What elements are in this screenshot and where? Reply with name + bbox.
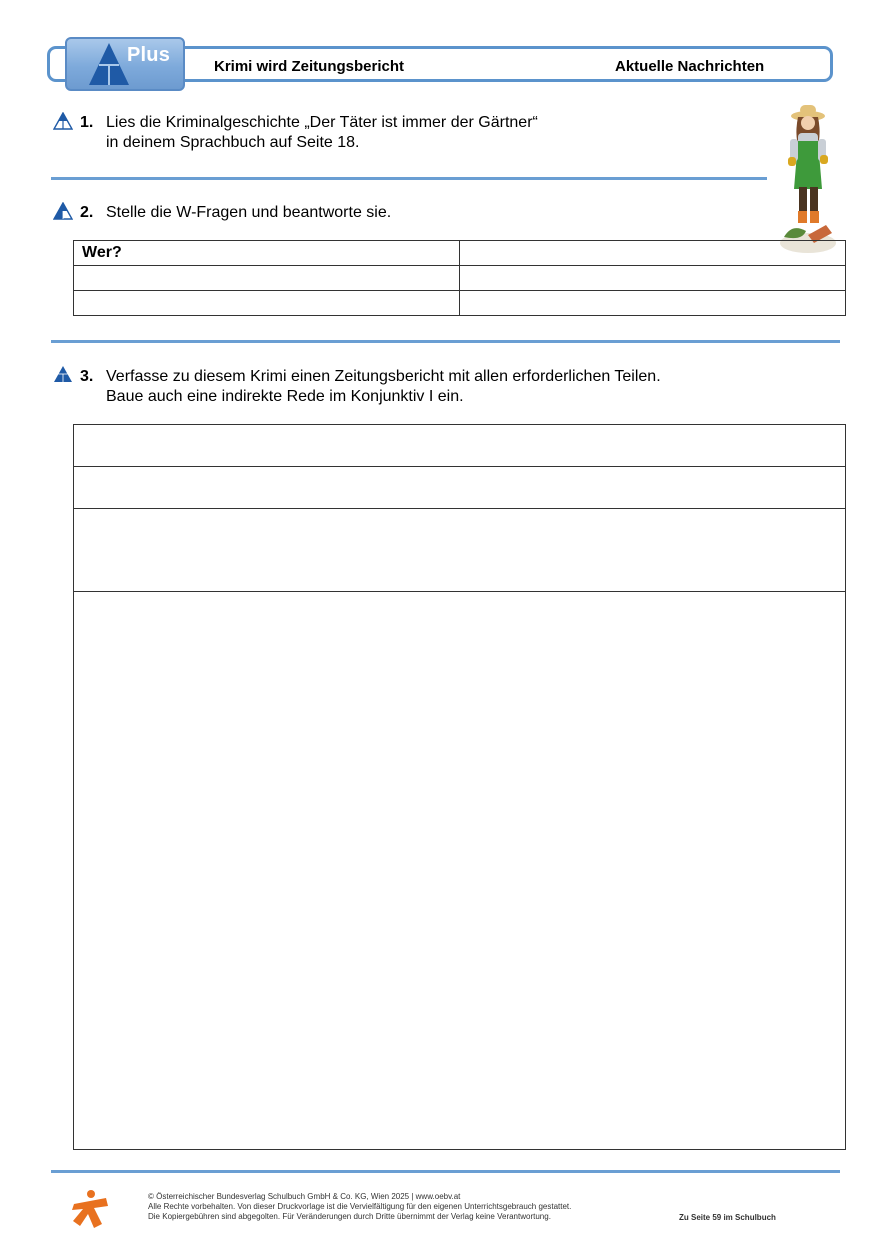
footer-divider: [51, 1170, 840, 1173]
worksheet-category: Aktuelle Nachrichten: [615, 58, 765, 75]
difficulty-level-3-icon: [53, 365, 73, 383]
logo-label: Plus: [127, 44, 171, 66]
w-questions-table: [73, 240, 846, 316]
table-row: [74, 266, 846, 291]
table-row: [74, 241, 846, 266]
question-cell[interactable]: [74, 291, 460, 316]
lead-box[interactable]: [73, 508, 846, 592]
task-1-number: 1.: [80, 114, 94, 131]
gardener-illustration: [774, 97, 842, 257]
answer-cell[interactable]: [460, 266, 846, 291]
task-3-line-1: Verfasse zu diesem Krimi einen Zeitungsbericht mit allen erforderlichen Teilen.: [106, 368, 661, 385]
footer-rights: Alle Rechte vorbehalten. Von dieser Druckvorlage ist die Vervielfältigung für den eigenen Unterrichtsgebrauch gestattet.: [148, 1202, 572, 1211]
section-divider: [51, 340, 840, 343]
worksheet-title: Krimi wird Zeitungsbericht: [214, 58, 405, 75]
table-row: [74, 291, 846, 316]
task-1-line-2: in deinem Sprachbuch auf Seite 18.: [106, 134, 360, 151]
footer-fees: Die Kopiergebühren sind abgegolten. Für Veränderungen durch Dritte übernimmt der Verlag keine Verantwortung.: [148, 1212, 551, 1221]
footer-legal: [148, 1192, 571, 1222]
answer-cell[interactable]: [460, 241, 846, 266]
section-divider: [51, 177, 767, 180]
difficulty-level-2-icon: [53, 202, 73, 220]
main-text-box[interactable]: [73, 591, 846, 1150]
task-2-number: 2.: [80, 204, 94, 221]
footer-copyright: © Österreichischer Bundesverlag Schulbuch GmbH & Co. KG, Wien 2025 | www.oebv.at: [148, 1192, 461, 1201]
task-3-line-2: Baue auch eine indirekte Rede im Konjunktiv I ein.: [106, 388, 464, 405]
subheadline-box[interactable]: [73, 466, 846, 509]
task-2-line-1: Stelle die W-Fragen und beantworte sie.: [106, 204, 392, 221]
question-cell[interactable]: [74, 266, 460, 291]
page-reference: Zu Seite 59 im Schulbuch: [679, 1213, 776, 1222]
headline-box[interactable]: [73, 424, 846, 467]
task-3-number: 3.: [80, 368, 94, 385]
question-cell[interactable]: Wer?: [74, 241, 460, 266]
publisher-logo-icon: [72, 1190, 108, 1228]
task-1-line-1: Lies die Kriminalgeschichte „Der Täter ist immer der Gärtner“: [106, 114, 538, 131]
difficulty-level-1-icon: [53, 112, 73, 130]
answer-cell[interactable]: [460, 291, 846, 316]
